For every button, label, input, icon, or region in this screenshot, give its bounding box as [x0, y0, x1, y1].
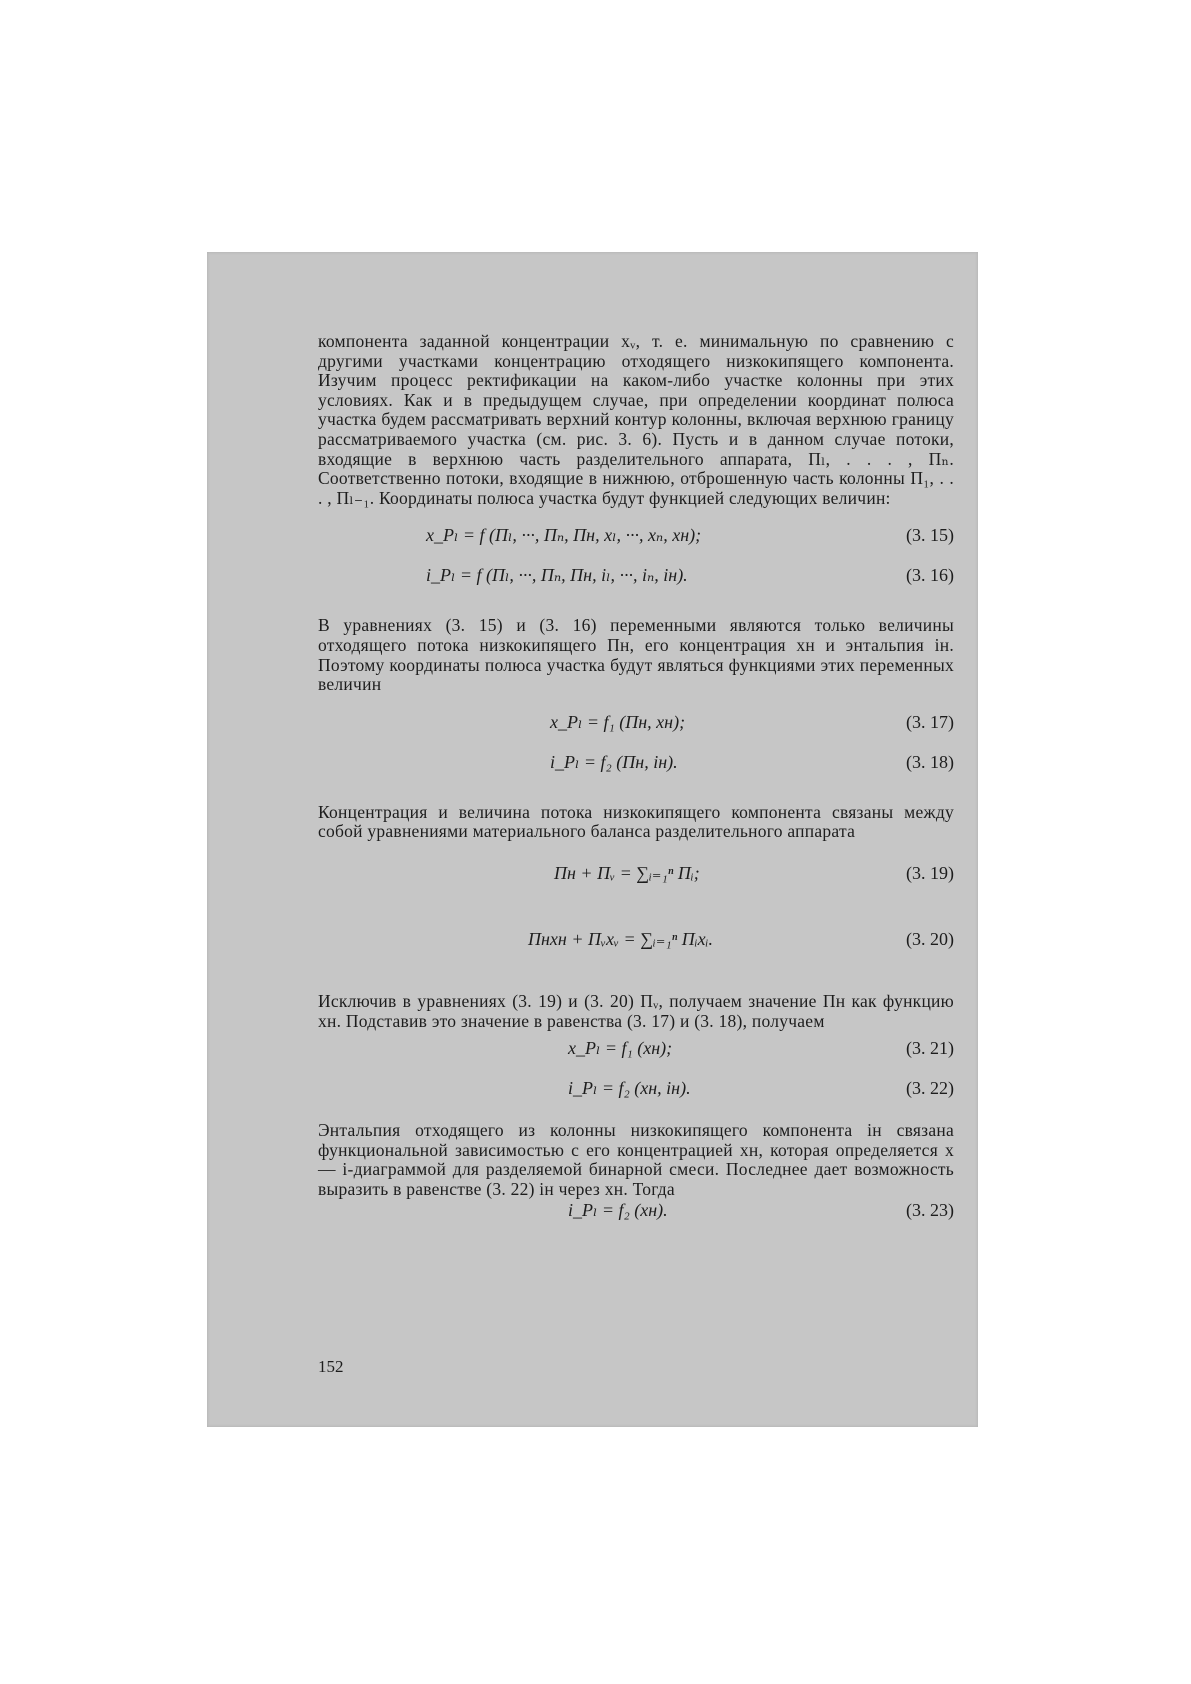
equation-number: (3. 21) — [906, 1038, 954, 1059]
equation-3-19 — [318, 842, 954, 908]
equation-number: (3. 17) — [906, 711, 954, 732]
paragraph-3: Концентрация и величина потока низкокипящего компонента связаны между собой уравнениями материального баланса разделительного аппарата — [318, 801, 954, 842]
equation-3-15 — [318, 518, 954, 558]
equation-number: (3. 23) — [906, 1200, 954, 1221]
equation-number: (3. 16) — [906, 565, 954, 586]
equation-formula: x_Pₗ = f₁ (Пн, xн); — [550, 711, 686, 732]
equation-formula: i_Pₗ = f₂ (Пн, iн). — [550, 751, 678, 772]
equation-formula: i_Pₗ = f (Пₗ, ···, Пₙ, Пн, iₗ, ···, iₙ, iн). — [426, 565, 688, 586]
equation-formula: i_Pₗ = f₂ (xн, iн). — [568, 1078, 691, 1099]
text-column — [318, 332, 954, 1229]
equation-3-21 — [318, 1031, 954, 1071]
equation-number: (3. 15) — [906, 525, 954, 546]
equation-3-20 — [318, 908, 954, 974]
equation-number: (3. 19) — [906, 862, 954, 883]
equation-3-16 — [318, 558, 954, 598]
equation-number: (3. 18) — [906, 751, 954, 772]
paragraph-2: В уравнениях (3. 15) и (3. 16) переменными являются только величины отходящего потока низкокипящего Пн, его концентрация xн и энтальпия iн. Поэтому координаты полюса участка будут являться функциями этих переменных величин — [318, 615, 954, 695]
equation-formula: i_Pₗ = f₂ (xн). — [568, 1200, 668, 1221]
paragraph-4: Исключив в уравнениях (3. 19) и (3. 20) Пᵥ, получаем значение Пн как функцию xн. Подставив это значение в равенства (3. 17) и (3. 18), получаем — [318, 990, 954, 1031]
equation-number: (3. 22) — [906, 1078, 954, 1099]
equation-formula: Пнxн + Пᵥxᵥ = ∑ᵢ₌₁ⁿ Пᵢxᵢ. — [528, 928, 713, 949]
equation-3-23 — [318, 1199, 954, 1229]
paragraph-5: Энтальпия отходящего из колонны низкокипящего компонента iн связана функциональной зависимостью с его концентрацией xн, которая определяется x — i-диаграммой для разделяемой бинарной смеси. Последнее дает возможность выразить в равенстве (3. 22) iн через xн. Тогда — [318, 1120, 954, 1199]
equation-formula: x_Pₗ = f₁ (xн); — [568, 1038, 673, 1059]
paragraph-1: компонента заданной концентрации xᵥ, т. е. минимальную по сравнению с другими участками концентрацию отходящего низкокипящего компонента. Изучим процесс ректификации на каком-либо участке колонны при этих условиях. Как и в предыдущем случае, при определении координат полюса участка будем рассматривать верхний контур колонны, включая верхнюю границу рассматриваемого участка (см. рис. 3. 6). Пусть и в данном случае потоки, входящие в верхнюю часть разделительного аппарата, Пₗ, . . . , Пₙ. Соответственно потоки, входящие в нижнюю, отброшенную часть колонны П₁, . . . , Пₗ₋₁. Координаты полюса участка будут функцией следующих величин: — [318, 331, 954, 508]
equation-3-18 — [318, 745, 954, 785]
equation-3-17 — [318, 705, 954, 745]
equation-formula: x_Pₗ = f (Пₗ, ···, Пₙ, Пн, xₗ, ···, xₙ, xн); — [426, 525, 702, 546]
page-number: 152 — [318, 1357, 344, 1376]
equation-3-22 — [318, 1071, 954, 1111]
equation-formula: Пн + Пᵥ = ∑ᵢ₌₁ⁿ Пᵢ; — [554, 862, 700, 883]
equation-number: (3. 20) — [906, 928, 954, 949]
